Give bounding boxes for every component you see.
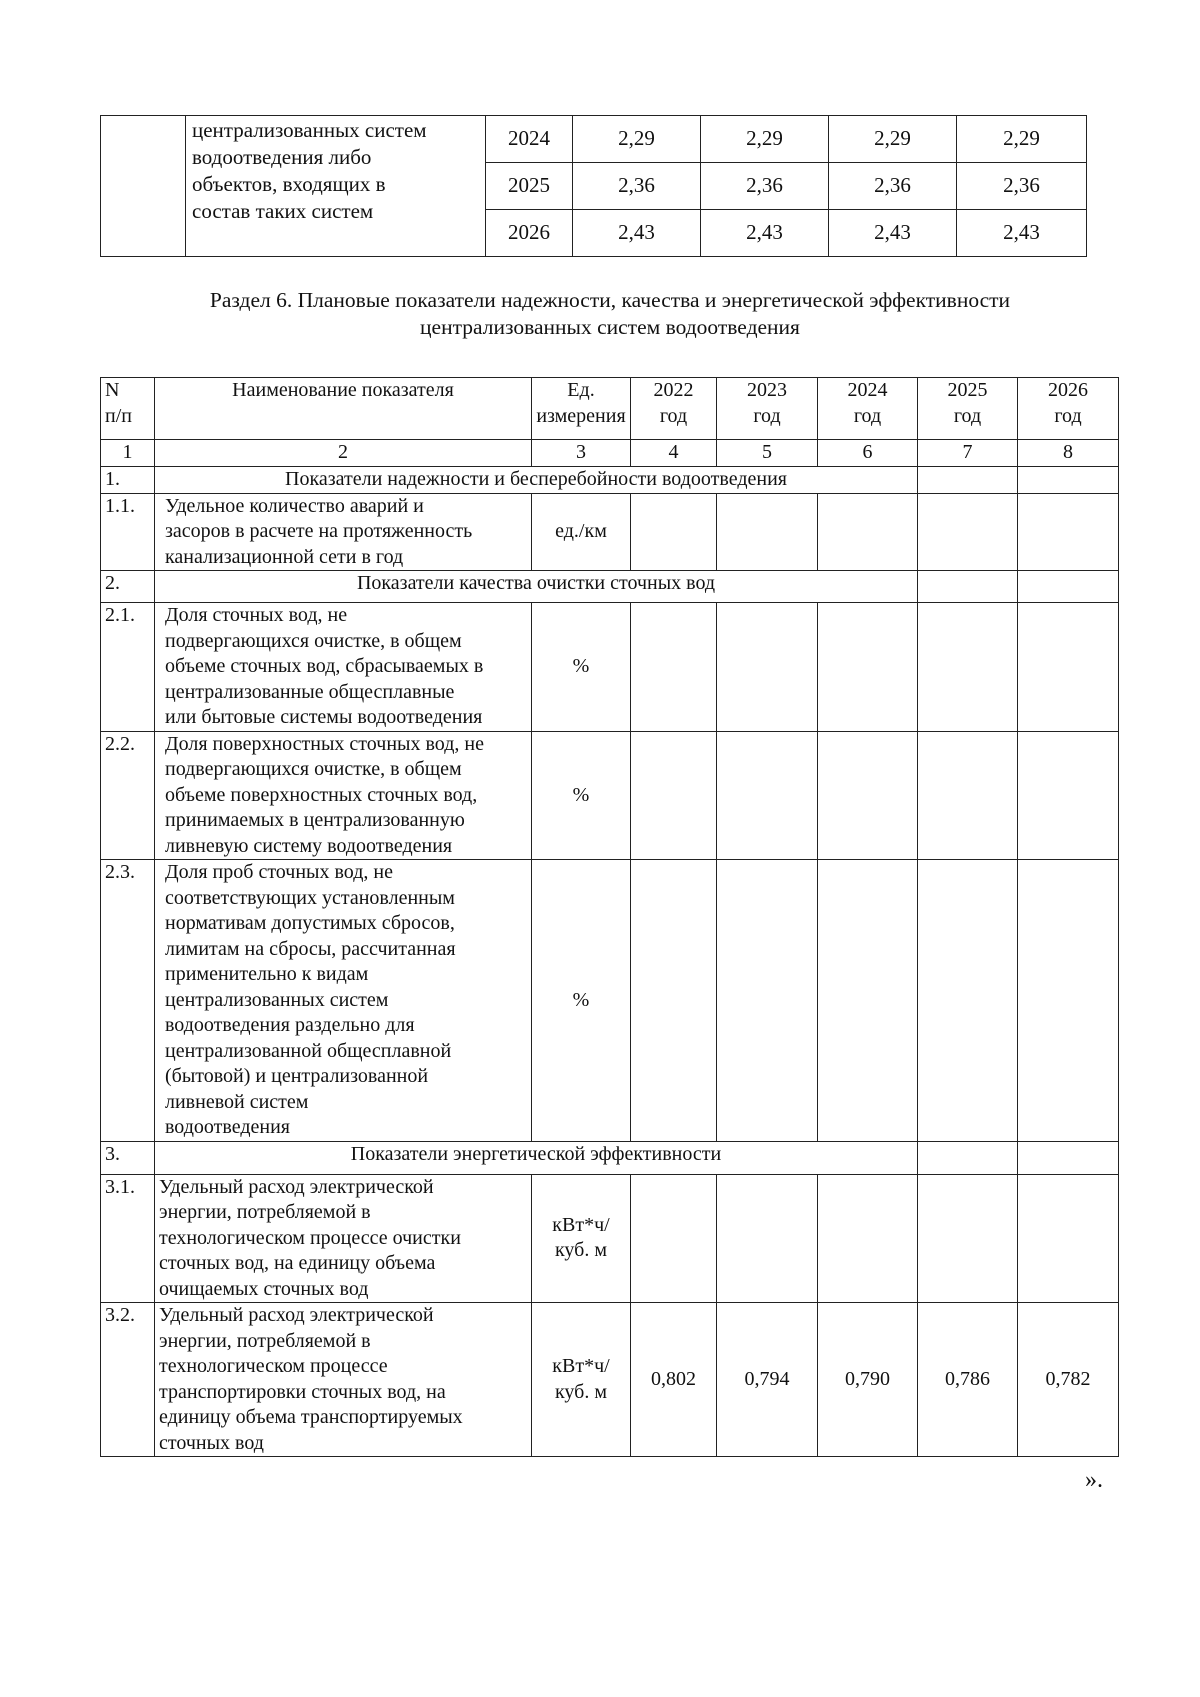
indicator-name xyxy=(155,860,532,1142)
text-line: централизованные общесплавные xyxy=(165,680,455,703)
empty-cell xyxy=(918,1141,1018,1174)
text-line: 2023 xyxy=(747,379,787,401)
text-line: год xyxy=(659,404,688,427)
text-line: принимаемых в централизованную xyxy=(165,809,465,831)
indicator-description xyxy=(186,116,486,257)
text-line: измерения xyxy=(536,404,626,427)
value-cell: 2,43 xyxy=(957,210,1087,257)
text-line: (бытовой) и централизованной xyxy=(165,1065,429,1087)
text-line: очищаемых сточных вод xyxy=(159,1277,369,1300)
text-line: транспортировки сточных вод, на xyxy=(159,1380,446,1403)
text-line: 2022 xyxy=(653,379,694,401)
text-line: объеме поверхностных сточных вод, xyxy=(165,783,478,806)
value-cell xyxy=(717,731,818,860)
value-cell xyxy=(818,493,918,571)
table-row xyxy=(101,731,1119,860)
group-row xyxy=(101,571,1119,603)
text-line: водоотведения xyxy=(165,1116,290,1138)
text-line: объеме сточных вод, сбрасываемых в xyxy=(165,655,484,677)
group-num: 3. xyxy=(101,1141,155,1174)
empty-cell xyxy=(918,571,1018,603)
text-line: водоотведения раздельно для xyxy=(165,1014,415,1036)
text-line: Доля сточных вод, не xyxy=(165,604,348,626)
indicator-name xyxy=(155,1174,532,1303)
header-year xyxy=(818,378,918,440)
text-line: нормативам допустимых сбросов, xyxy=(165,912,455,934)
text-line: централизованных систем xyxy=(192,118,427,142)
closing-quote-mark: ». xyxy=(1085,1467,1103,1493)
text-line: кВт*ч/ xyxy=(552,1213,610,1236)
indicator-name xyxy=(155,493,532,571)
header-row xyxy=(101,378,1119,440)
value-cell xyxy=(818,731,918,860)
text-line: куб. м xyxy=(554,1380,607,1403)
text-line: 2026 xyxy=(1048,379,1088,401)
row-num: 2.1. xyxy=(101,603,155,732)
section-title-line: централизованных систем водоотведения xyxy=(420,315,800,339)
unit-cell xyxy=(532,1303,631,1457)
row-num: 2.2. xyxy=(101,731,155,860)
text-line: год xyxy=(1054,404,1082,427)
empty-cell xyxy=(1018,571,1119,603)
value-cell: 0,794 xyxy=(717,1303,818,1457)
value-cell: 2,43 xyxy=(829,210,957,257)
column-number: 7 xyxy=(918,440,1018,467)
text-line: подвергающихся очистке, в общем xyxy=(165,629,462,652)
value-cell: 0,782 xyxy=(1018,1303,1119,1457)
value-cell: 2,29 xyxy=(957,116,1087,163)
text-line: год xyxy=(753,404,781,427)
empty-cell xyxy=(1018,466,1119,493)
text-line: единицу объема транспортируемых xyxy=(159,1406,463,1428)
table-row xyxy=(101,1174,1119,1303)
group-title: Показатели качества очистки сточных вод xyxy=(155,571,918,603)
text-line: применительно к видам xyxy=(165,963,369,985)
header-year xyxy=(717,378,818,440)
value-cell: 2,29 xyxy=(701,116,829,163)
value-cell xyxy=(631,860,717,1142)
text-line: энергии, потребляемой в xyxy=(159,1201,371,1223)
value-cell xyxy=(818,603,918,732)
value-cell xyxy=(918,493,1018,571)
value-cell: 2,36 xyxy=(829,163,957,210)
row-num: 1.1. xyxy=(101,493,155,571)
value-cell xyxy=(717,1174,818,1303)
header-num xyxy=(101,378,155,440)
unit-cell xyxy=(532,1174,631,1303)
text-line: кВт*ч/ xyxy=(552,1355,610,1377)
text-line: технологическом процессе очистки xyxy=(159,1226,461,1249)
indicator-name xyxy=(155,1303,532,1457)
value-cell xyxy=(918,1174,1018,1303)
row-num: 2.3. xyxy=(101,860,155,1142)
value-cell: 0,790 xyxy=(818,1303,918,1457)
column-number: 3 xyxy=(532,440,631,467)
value-cell xyxy=(1018,731,1119,860)
section-title-line: Раздел 6. Плановые показатели надежности, качества и энергетической эффективности xyxy=(209,288,1011,312)
empty-num-cell xyxy=(101,116,186,257)
unit-cell: % xyxy=(532,731,631,860)
text-line: водоотведения либо xyxy=(192,145,372,169)
text-line: централизованной общесплавной xyxy=(165,1039,452,1062)
unit-cell: % xyxy=(532,860,631,1142)
group-num: 1. xyxy=(101,466,155,493)
unit-cell: % xyxy=(532,603,631,732)
empty-cell xyxy=(1018,1141,1119,1174)
value-cell xyxy=(918,860,1018,1142)
value-cell: 2,43 xyxy=(701,210,829,257)
column-number: 8 xyxy=(1018,440,1119,467)
value-cell: 0,802 xyxy=(631,1303,717,1457)
table-row xyxy=(101,493,1119,571)
text-line: Удельный расход электрической xyxy=(159,1304,434,1326)
text-line: централизованных систем xyxy=(165,988,389,1011)
value-cell: 2,29 xyxy=(573,116,701,163)
table-row xyxy=(101,116,1087,163)
year-cell: 2025 xyxy=(486,163,573,210)
column-number: 4 xyxy=(631,440,717,467)
text-line: Ед. xyxy=(567,379,595,401)
value-cell: 0,786 xyxy=(918,1303,1018,1457)
value-cell xyxy=(631,603,717,732)
value-cell xyxy=(631,493,717,571)
year-cell: 2026 xyxy=(486,210,573,257)
text-line: или бытовые системы водоотведения xyxy=(165,706,483,728)
text-line: Доля проб сточных вод, не xyxy=(165,861,393,883)
indicator-name xyxy=(155,731,532,860)
text-line: 2025 xyxy=(947,379,988,401)
header-name: Наименование показателя xyxy=(155,378,532,440)
header-year xyxy=(1018,378,1119,440)
value-cell xyxy=(818,860,918,1142)
value-cell xyxy=(1018,1174,1119,1303)
text-line: сточных вод xyxy=(159,1431,264,1454)
table-row xyxy=(101,603,1119,732)
value-cell xyxy=(631,731,717,860)
unit-cell: ед./км xyxy=(532,493,631,571)
value-cell xyxy=(818,1174,918,1303)
row-num: 3.2. xyxy=(101,1303,155,1457)
column-number: 2 xyxy=(155,440,532,467)
text-line: энергии, потребляемой в xyxy=(159,1329,371,1352)
text-line: лимитам на сбросы, рассчитанная xyxy=(165,937,456,960)
value-cell xyxy=(1018,603,1119,732)
group-row xyxy=(101,1141,1119,1174)
text-line: подвергающихся очистке, в общем xyxy=(165,758,462,780)
column-number: 1 xyxy=(101,440,155,467)
table-row xyxy=(101,860,1119,1142)
empty-cell xyxy=(918,466,1018,493)
text-line: ливневую систему водоотведения xyxy=(165,834,453,857)
text-line: сточных вод, на единицу объема xyxy=(159,1252,436,1274)
text-line: засоров в расчете на протяженность xyxy=(165,520,473,542)
group-title: Показатели энергетической эффективности xyxy=(155,1141,918,1174)
year-cell: 2024 xyxy=(486,116,573,163)
value-cell xyxy=(918,731,1018,860)
value-cell xyxy=(631,1174,717,1303)
text-line: объектов, входящих в xyxy=(192,172,386,196)
header-year xyxy=(918,378,1018,440)
text-line: куб. м xyxy=(554,1239,607,1262)
text-line: год xyxy=(953,404,982,427)
value-cell xyxy=(1018,860,1119,1142)
column-number: 5 xyxy=(717,440,818,467)
column-number-row xyxy=(101,440,1119,467)
value-cell xyxy=(717,603,818,732)
value-cell xyxy=(717,493,818,571)
text-line: Доля поверхностных сточных вод, не xyxy=(165,732,484,755)
text-line: соответствующих установленным xyxy=(165,886,455,909)
text-line: 2024 xyxy=(847,379,888,401)
table-row xyxy=(101,1303,1119,1457)
group-row xyxy=(101,466,1119,493)
section-title xyxy=(100,287,1120,341)
column-number: 6 xyxy=(818,440,918,467)
indicator-name xyxy=(155,603,532,732)
value-cell xyxy=(1018,493,1119,571)
header-unit xyxy=(532,378,631,440)
text-line: канализационной сети в год xyxy=(165,545,404,568)
text-line: Удельное количество аварий и xyxy=(165,494,424,517)
value-cell xyxy=(717,860,818,1142)
text-line: п/п xyxy=(105,404,132,427)
continuation-table xyxy=(100,115,1087,257)
value-cell: 2,36 xyxy=(701,163,829,210)
text-line: год xyxy=(853,404,882,427)
group-title: Показатели надежности и бесперебойности водоотведения xyxy=(155,466,918,493)
value-cell: 2,43 xyxy=(573,210,701,257)
text-line: состав таких систем xyxy=(192,199,374,223)
value-cell: 2,36 xyxy=(957,163,1087,210)
text-line: технологическом процессе xyxy=(159,1355,388,1377)
indicators-table xyxy=(100,377,1119,1457)
row-num: 3.1. xyxy=(101,1174,155,1303)
value-cell: 2,29 xyxy=(829,116,957,163)
text-line: ливневой систем xyxy=(165,1090,309,1113)
value-cell: 2,36 xyxy=(573,163,701,210)
header-year xyxy=(631,378,717,440)
group-num: 2. xyxy=(101,571,155,603)
value-cell xyxy=(918,603,1018,732)
text-line: N xyxy=(105,379,120,401)
text-line: Удельный расход электрической xyxy=(159,1175,434,1198)
